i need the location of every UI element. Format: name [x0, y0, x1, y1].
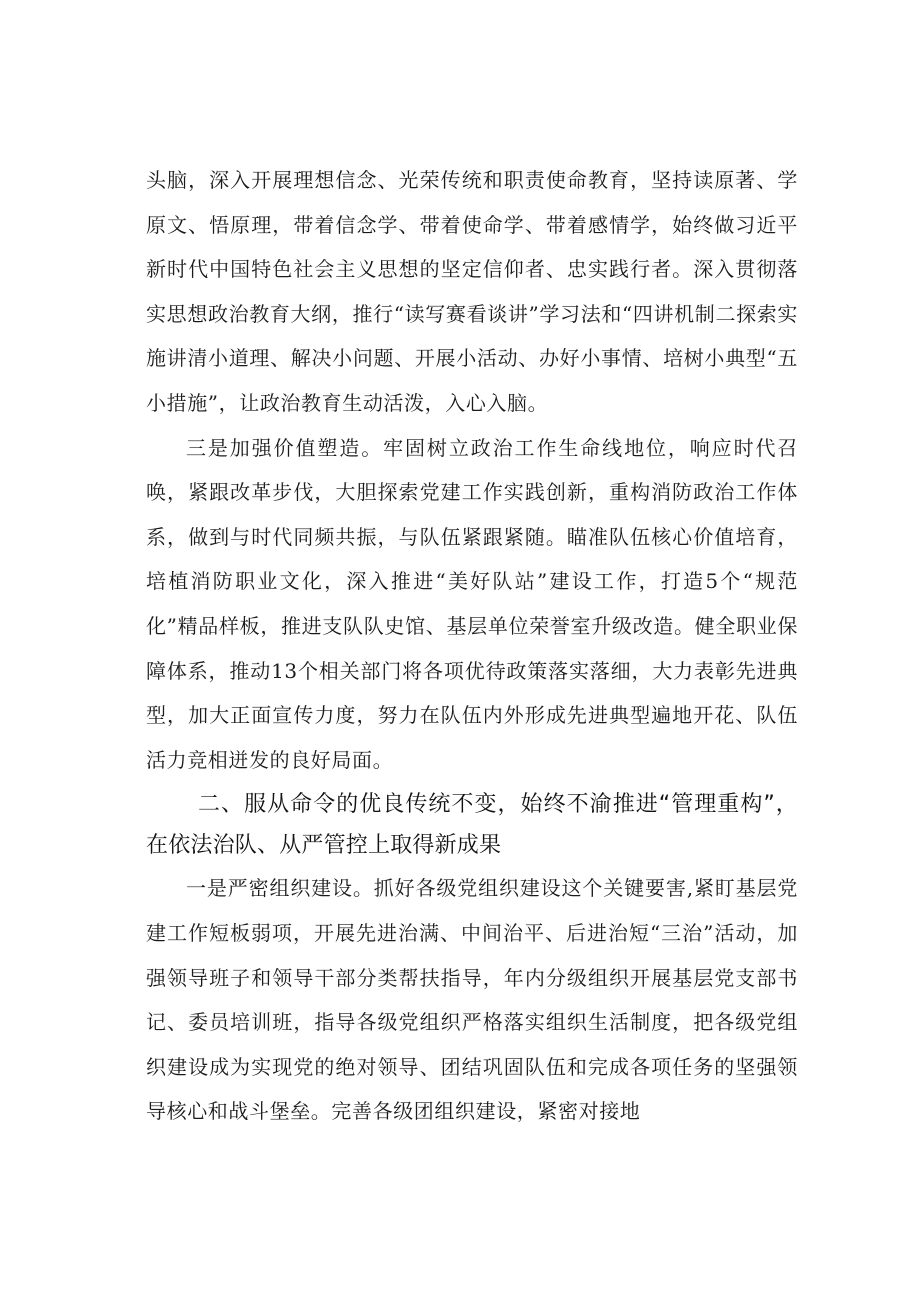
paragraph-continued: 头脑，深入开展理想信念、光荣传统和职责使命教育，坚持读原著、学原文、悟原理，带着信念学、带着使命学、带着感情学，始终做习近平新时代中国特色社会主义思想的坚定信仰者、忠实践行者。深入贯彻落实思想政治教育大纲，推行“读写赛看谈讲”学习法和“四讲机制二探索实施讲清小道理、解决小问题、开展小活动、办好小事情、培树小典型“五小措施”，让政治教育生动活泼，入心入脑。	[146, 168, 798, 415]
section-heading-2: 二、服从命令的优良传统不变，始终不渝推进“管理重构”，在依法治队、从严管控上取得新成果	[146, 792, 798, 859]
paragraph-organization-building: 一是严密组织建设。抓好各级党组织建设这个关键要害,紧盯基层党建工作短板弱项，开展先进治满、中间治平、后进治短“三治”活动，加强领导班子和领导干部分类帮扶指导，年内分级组织开展基层党支部书记、委员培训班，指导各级党组织严格落实组织生活制度，把各级党组织建设成为实现党的绝对领导、团结巩固队伍和完成各项任务的坚强领导核心和战斗堡垒。完善各级团组织建设，紧密对接地	[146, 876, 798, 1124]
paragraph-value-shaping: 三是加强价值塑造。牢固树立政治工作生命线地位，响应时代召唤，紧跟改革步伐，大胆探索党建工作实践创新，重构消防政治工作体系，做到与时代同频共振，与队伍紧跟紧随。瞄准队伍核心价值培育，培植消防职业文化，深入推进“美好队站”建设工作，打造5个“规范化”精品样板，推进支队队史馆、基层单位荣誉室升级改造。健全职业保障体系，推动13个相关部门将各项优待政策落实落细，大力表彰先进典型，加大正面宣传力度，努力在队伍内外形成先进典型遍地开花、队伍活力竞相迸发的良好局面。	[146, 435, 798, 772]
document-body	[146, 158, 798, 1134]
